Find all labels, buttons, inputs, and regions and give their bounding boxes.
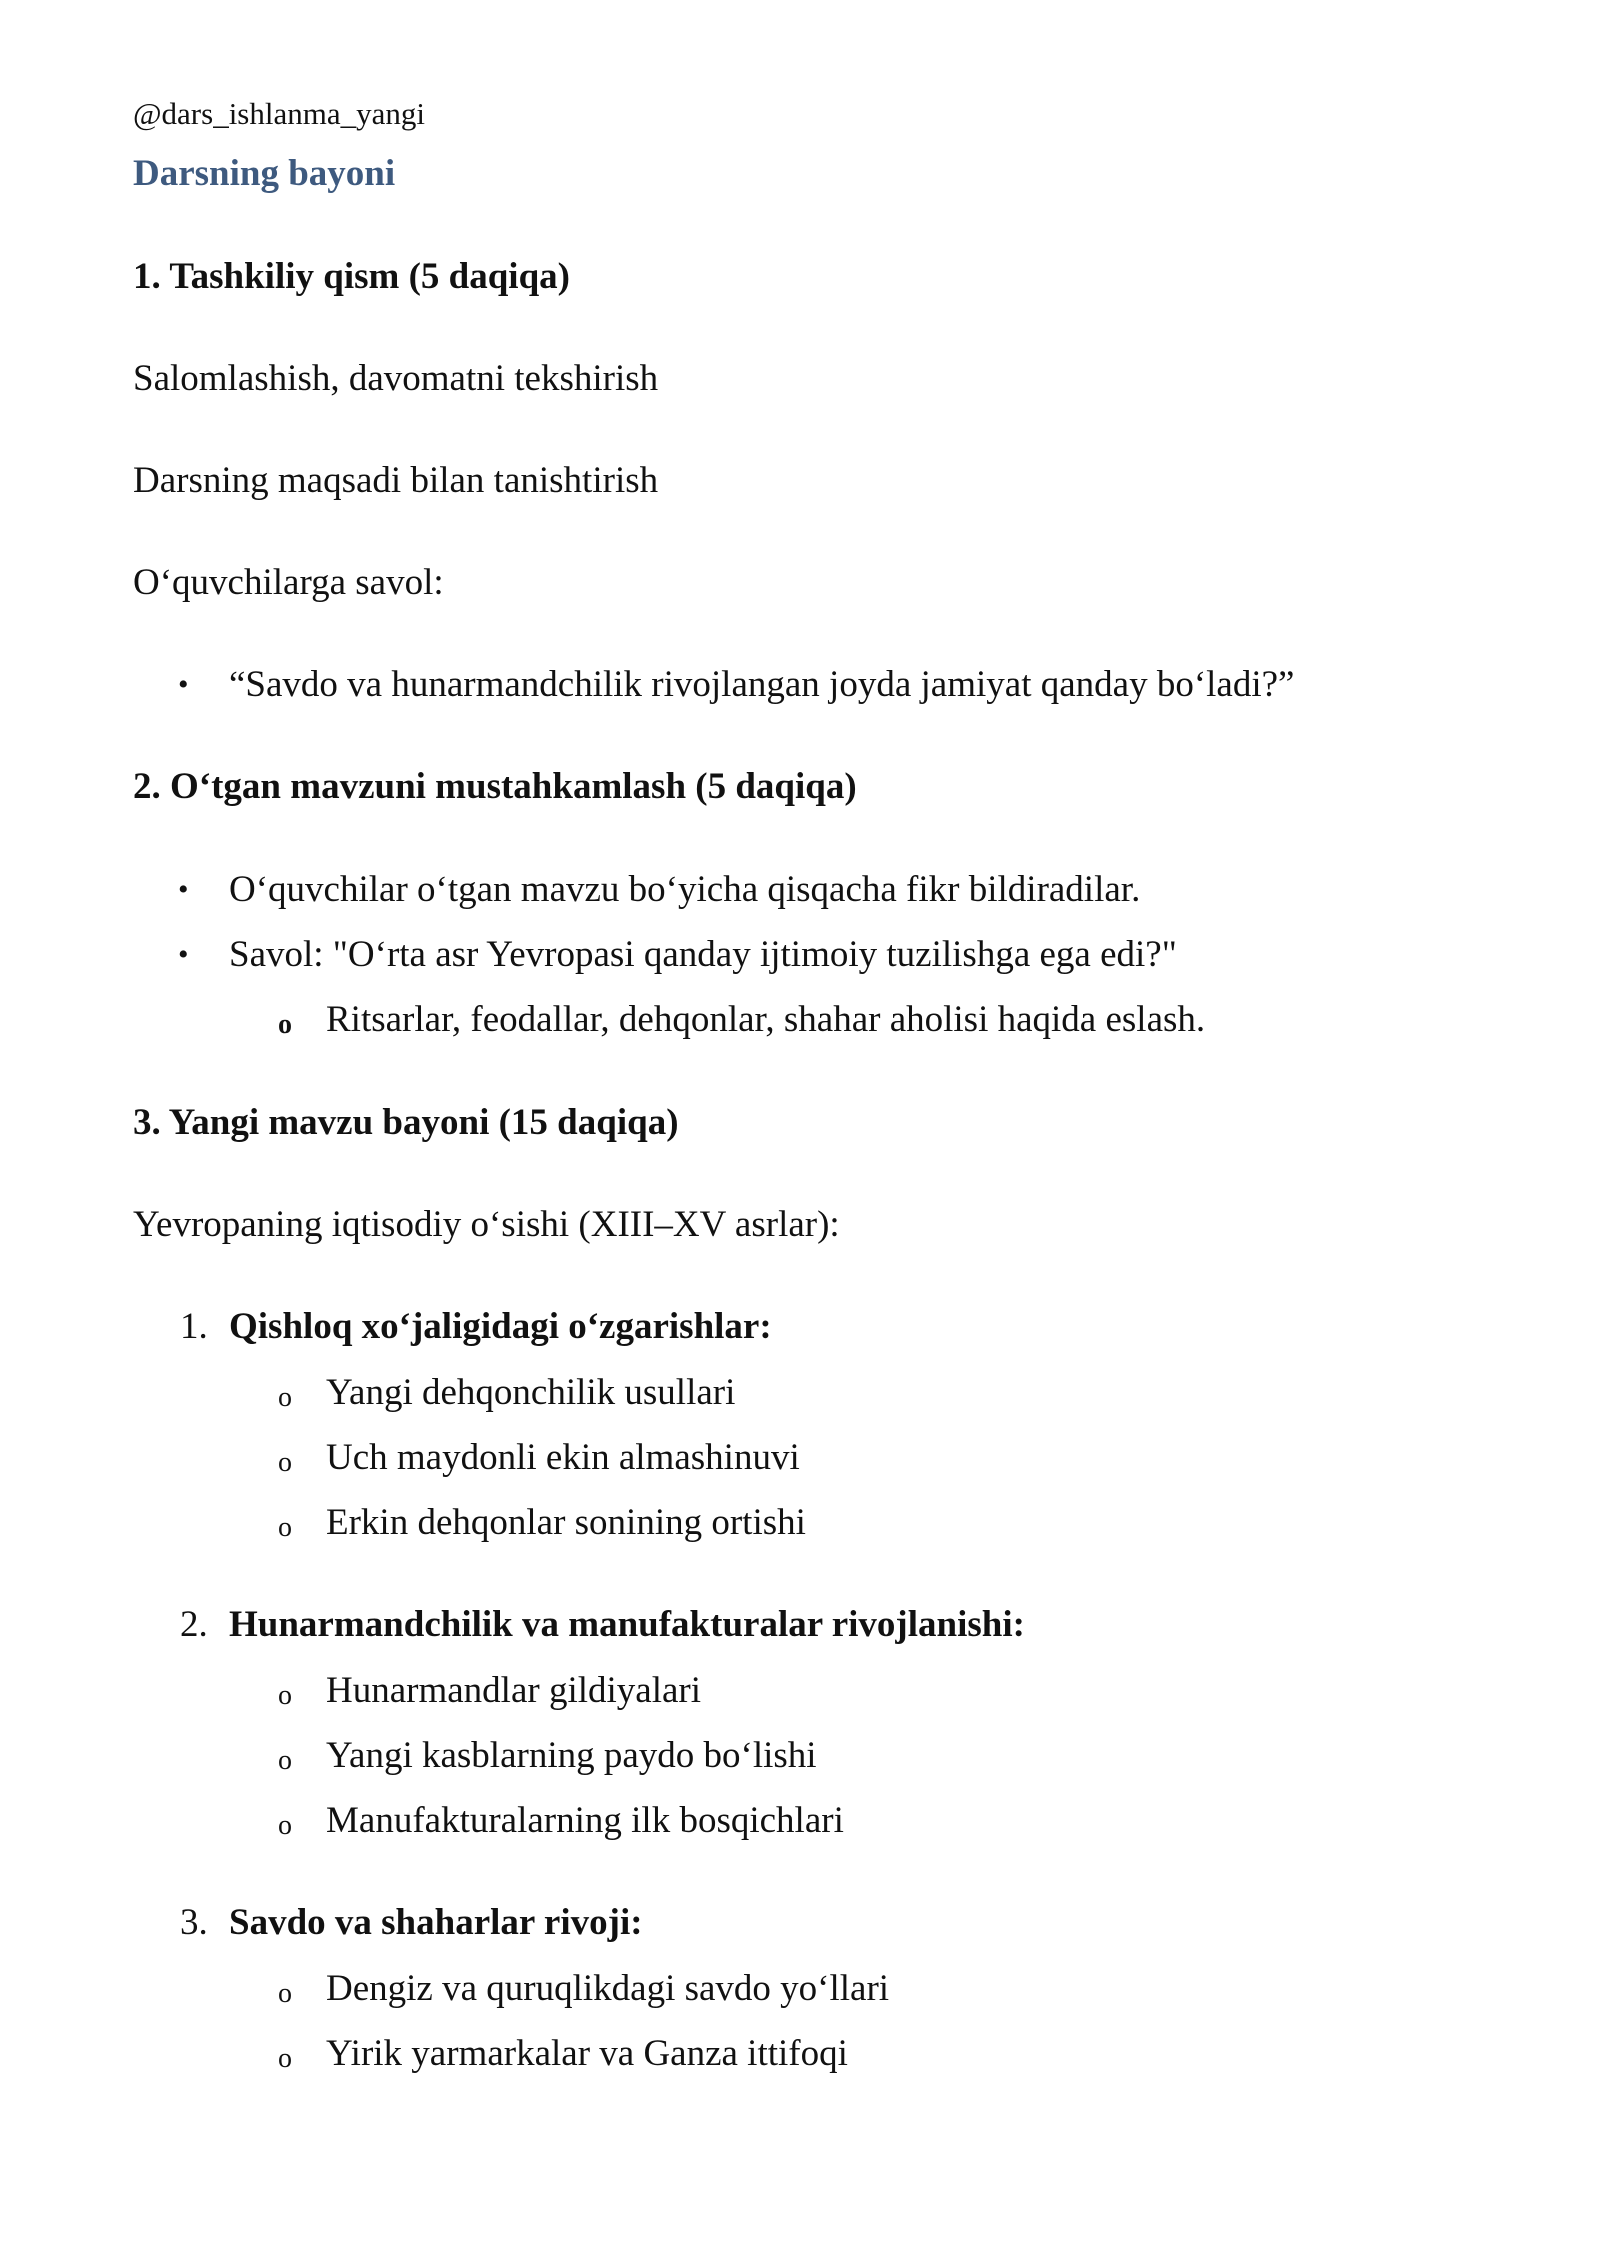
bullet-marker: • bbox=[178, 938, 189, 971]
sub-bullet-item: Yirik yarmarkalar va Ganza ittifoqi bbox=[326, 2033, 848, 2074]
channel-handle: @dars_ishlanma_yangi bbox=[133, 96, 425, 131]
sub-bullet-item: Dengiz va quruqlikdagi savdo yo‘llari bbox=[326, 1968, 890, 2009]
sub-bullet-item: Yangi dehqonchilik usullari bbox=[326, 1372, 736, 1413]
list-item-title: Qishloq xo‘jaligidagi o‘zgarishlar: bbox=[229, 1306, 772, 1347]
bullet-item: Savol: "O‘rta asr Yevropasi qanday ijtimoiy tuzilishga ega edi?" bbox=[229, 934, 1177, 975]
list-number: 1. bbox=[180, 1306, 208, 1347]
list-number: 3. bbox=[180, 1902, 208, 1943]
bullet-marker: • bbox=[178, 668, 189, 701]
sub-bullet-item: Hunarmandlar gildiyalari bbox=[326, 1670, 702, 1711]
sub-bullet-item: Yangi kasblarning paydo bo‘lishi bbox=[326, 1735, 817, 1776]
bullet-item: O‘quvchilar o‘tgan mavzu bo‘yicha qisqacha fikr bildiradilar. bbox=[229, 869, 1141, 910]
paragraph: Salomlashish, davomatni tekshirish bbox=[133, 358, 659, 399]
list-number: 2. bbox=[180, 1604, 208, 1645]
sub-bullet-marker: o bbox=[278, 1382, 292, 1413]
bullet-marker: • bbox=[178, 873, 189, 906]
paragraph: Darsning maqsadi bilan tanishtirish bbox=[133, 460, 659, 501]
sub-bullet-marker: o bbox=[278, 1512, 292, 1543]
section-heading-3: 3. Yangi mavzu bayoni (15 daqiqa) bbox=[133, 1102, 679, 1143]
section-heading-1: 1. Tashkiliy qism (5 daqiqa) bbox=[133, 256, 570, 297]
sub-bullet-item: Erkin dehqonlar sonining ortishi bbox=[326, 1502, 806, 1543]
sub-bullet-marker: o bbox=[278, 2043, 292, 2074]
sub-bullet-item: Ritsarlar, feodallar, dehqonlar, shahar aholisi haqida eslash. bbox=[326, 999, 1206, 1040]
document-title: Darsning bayoni bbox=[133, 153, 396, 194]
sub-bullet-marker: o bbox=[278, 1810, 292, 1841]
sub-bullet-marker: o bbox=[278, 1447, 292, 1478]
sub-bullet-item: Uch maydonli ekin almashinuvi bbox=[326, 1437, 800, 1478]
paragraph: O‘quvchilarga savol: bbox=[133, 562, 444, 603]
sub-bullet-item: Manufakturalarning ilk bosqichlari bbox=[326, 1800, 844, 1841]
list-item-title: Savdo va shaharlar rivoji: bbox=[229, 1902, 643, 1943]
list-item-title: Hunarmandchilik va manufakturalar rivojlanishi: bbox=[229, 1604, 1025, 1645]
sub-bullet-marker: o bbox=[278, 1680, 292, 1711]
sub-bullet-marker: o bbox=[278, 1009, 292, 1040]
section-heading-2: 2. O‘tgan mavzuni mustahkamlash (5 daqiqa) bbox=[133, 766, 857, 807]
bullet-item: “Savdo va hunarmandchilik rivojlangan joyda jamiyat qanday bo‘ladi?” bbox=[229, 664, 1295, 705]
sub-bullet-marker: o bbox=[278, 1745, 292, 1776]
paragraph: Yevropaning iqtisodiy o‘sishi (XIII–XV asrlar): bbox=[133, 1204, 840, 1245]
sub-bullet-marker: o bbox=[278, 1978, 292, 2009]
